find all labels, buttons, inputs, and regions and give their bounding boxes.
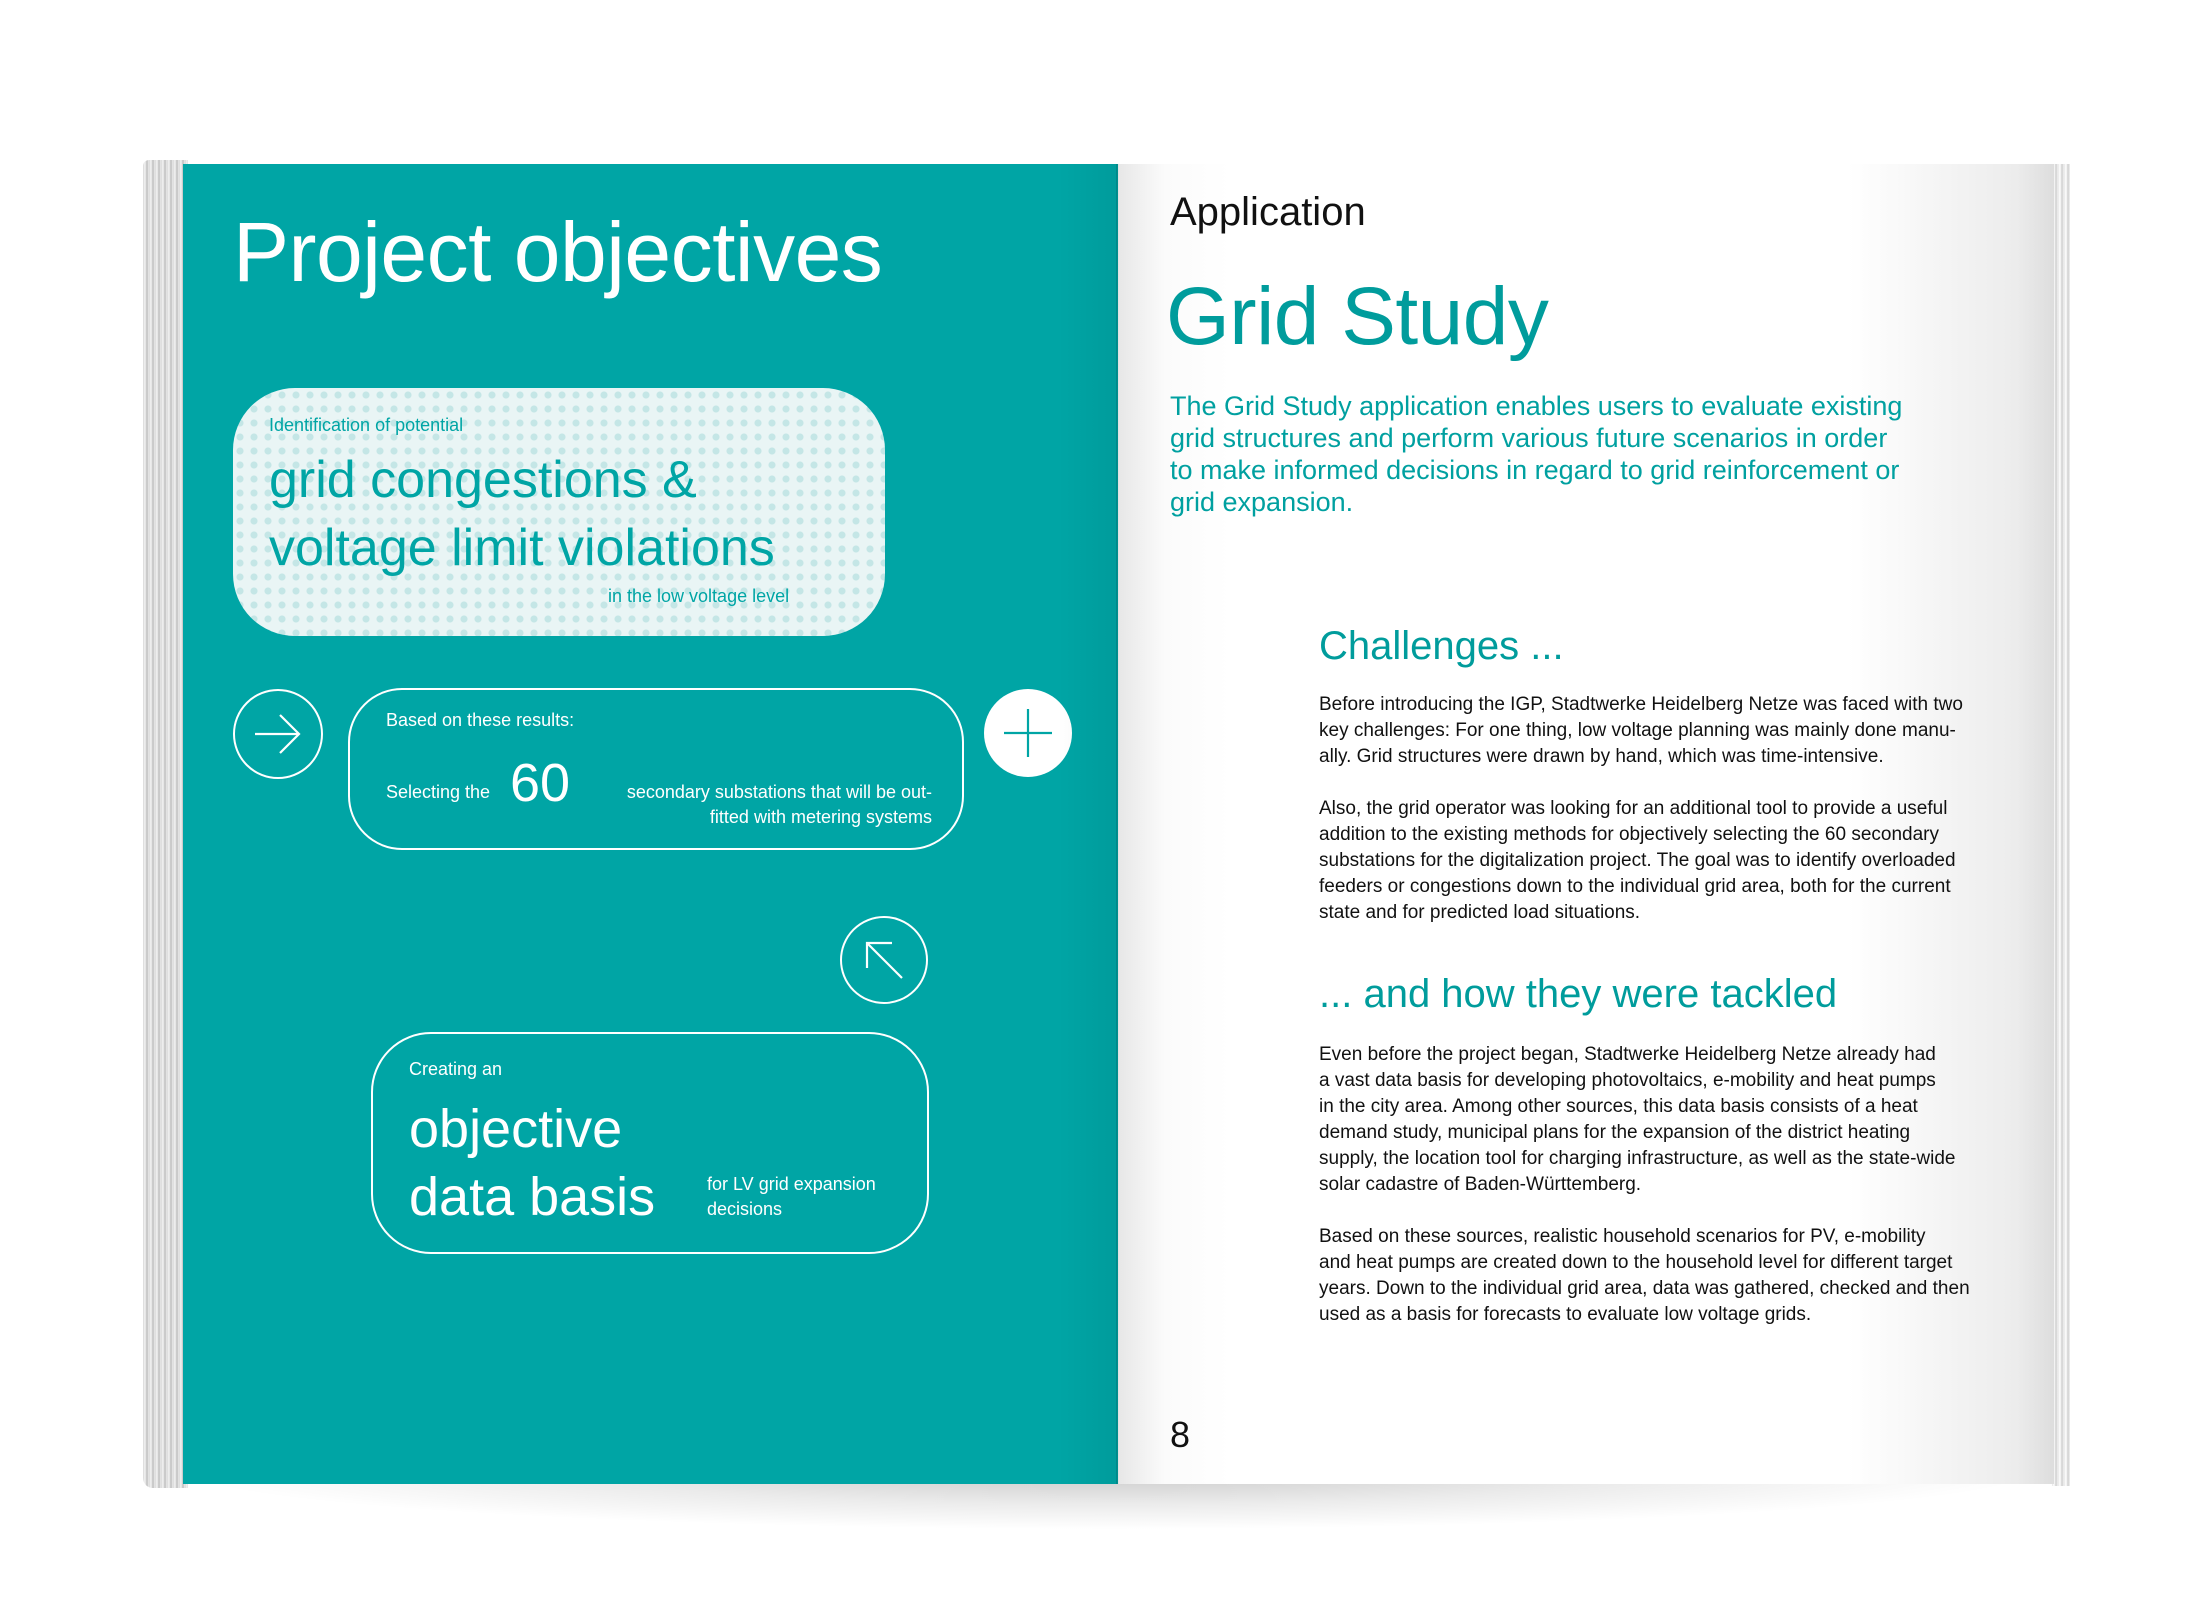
substation-count: 60 [510, 753, 571, 813]
objective-suffix [596, 780, 932, 830]
plus-icon [984, 689, 1072, 777]
text-line: and heat pumps are created down to the household level for different target [1319, 1252, 1953, 1273]
intro-line: grid expansion. [1170, 487, 1354, 517]
suffix-line: fitted with metering systems [709, 807, 932, 827]
headline-line: grid congestions & [269, 451, 697, 509]
tackled-paragraph-1 [1319, 1042, 2054, 1198]
objective-intro: Creating an [409, 1059, 503, 1079]
heading-how-tackled: ... and how they were tackled [1319, 972, 1838, 1016]
page-title-project-objectives: Project objectives [233, 205, 883, 299]
arrow-right-icon [233, 689, 323, 779]
left-page [183, 164, 1118, 1484]
footnote-line: for LV grid expansion [707, 1174, 876, 1194]
text-line: addition to the existing methods for objectively selecting the 60 secondary [1319, 824, 1939, 845]
objective-card-grid-congestions [233, 388, 885, 636]
objective-card-substations [348, 688, 964, 850]
headline-line: data basis [409, 1167, 656, 1227]
text-line: solar cadastre of Baden-Württemberg. [1319, 1174, 1642, 1195]
text-line: supply, the location tool for charging infrastructure, as well as the state-wide [1319, 1148, 1956, 1169]
text-line: key challenges: For one thing, low voltage planning was mainly done manu- [1319, 720, 1956, 741]
page-number: 8 [1170, 1414, 1191, 1455]
text-line: demand study, municipal plans for the expansion of the district heating [1319, 1122, 1911, 1143]
text-line: substations for the digitalization project. The goal was to identify overloaded [1319, 850, 1956, 871]
objective-intro: Identification of potential [269, 415, 464, 435]
text-line: used as a basis for forecasts to evaluate low voltage grids. [1319, 1304, 1812, 1325]
objective-label: Based on these results: [386, 710, 575, 730]
objective-card-data-basis [371, 1032, 929, 1254]
tackled-paragraph-2 [1319, 1224, 2054, 1328]
objective-headline [409, 1095, 655, 1231]
objective-prefix: Selecting the [386, 782, 491, 802]
text-line: a vast data basis for developing photovoltaics, e-mobility and heat pumps [1319, 1070, 1936, 1091]
challenges-paragraph-2 [1319, 796, 2054, 926]
text-line: Based on these sources, realistic household scenarios for PV, e-mobility [1319, 1226, 1926, 1247]
footnote-line: decisions [707, 1199, 783, 1219]
text-line: feeders or congestions down to the individual grid area, both for the current [1319, 876, 1951, 897]
headline-line: voltage limit violations [269, 519, 775, 577]
text-line: Even before the project began, Stadtwerke Heidelberg Netze already had [1319, 1044, 1936, 1065]
text-line: state and for predicted load situations. [1319, 902, 1641, 923]
headline-line: objective [409, 1099, 623, 1159]
right-page [1118, 164, 2054, 1484]
section-label: Application [1170, 190, 1366, 234]
page-stack-left [143, 160, 188, 1488]
objective-footnote [707, 1172, 897, 1222]
text-line: years. Down to the individual grid area, data was gathered, checked and then [1319, 1278, 1970, 1299]
intro-line: to make informed decisions in regard to grid reinforcement or [1170, 455, 1900, 485]
page-title-grid-study: Grid Study [1166, 271, 1549, 362]
page-stack-right [2052, 164, 2070, 1486]
intro-line: grid structures and perform various future scenarios in order [1170, 423, 1888, 453]
objective-footnote: in the low voltage level [608, 586, 790, 606]
intro-line: The Grid Study application enables users to evaluate existing [1170, 391, 1903, 421]
arrow-up-left-icon [840, 916, 928, 1004]
challenges-paragraph-1 [1319, 692, 2054, 770]
text-line: ally. Grid structures were drawn by hand, which was time-intensive. [1319, 746, 1884, 767]
intro-paragraph [1170, 390, 2000, 518]
book-spine [1116, 164, 1119, 1484]
suffix-line: secondary substations that will be out- [626, 782, 932, 802]
objective-headline [269, 446, 775, 582]
text-line: Also, the grid operator was looking for an additional tool to provide a useful [1319, 798, 1948, 819]
text-line: in the city area. Among other sources, this data basis consists of a heat [1319, 1096, 1918, 1117]
heading-challenges: Challenges ... [1319, 624, 1564, 668]
text-line: Before introducing the IGP, Stadtwerke Heidelberg Netze was faced with two [1319, 694, 1963, 715]
